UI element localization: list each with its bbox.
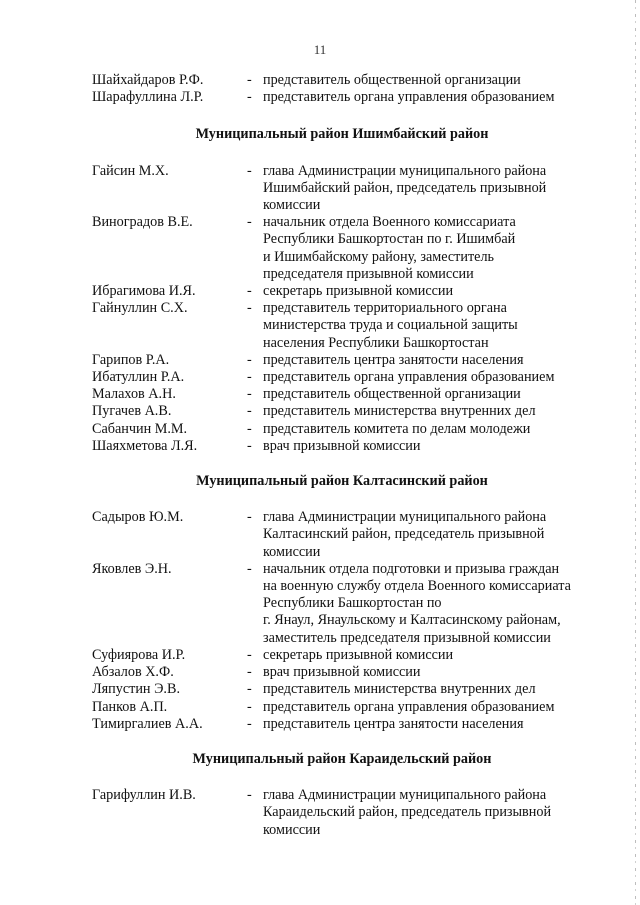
member-role: глава Администрации муниципального района Калтасинский район, председатель призывной комиссии <box>263 509 547 560</box>
member-name: Тимиргалиев А.А. <box>92 715 203 732</box>
member-name: Гайсин М.Х. <box>92 162 169 179</box>
member-role: представитель центра занятости населения <box>263 715 524 732</box>
dash: - <box>247 646 252 663</box>
member-name: Шайхайдаров Р.Ф. <box>92 72 204 88</box>
member-role: начальник отдела Военного комиссариата Республики Башкортостан по г. Ишимбай и Ишимбайскому району, заместитель председателя призывной комиссии <box>263 214 516 282</box>
dash: - <box>247 560 252 577</box>
member-name: Яковлев Э.Н. <box>92 560 172 577</box>
list-item <box>92 716 612 733</box>
list-item <box>92 509 612 561</box>
section-heading: Муниципальный район Ишимбайский район <box>195 126 489 143</box>
scan-edge <box>635 0 636 905</box>
member-role: представитель территориального органа министерства труда и социальной защиты населения Республики Башкортостан <box>263 300 518 351</box>
dash: - <box>247 369 252 386</box>
dash: - <box>247 787 252 804</box>
list-item <box>92 352 612 369</box>
member-name: Гарипов Р.А. <box>92 351 170 368</box>
list-item <box>92 787 612 839</box>
list-item <box>92 283 612 300</box>
dash: - <box>247 715 252 732</box>
list-item <box>92 386 612 403</box>
list-item <box>92 699 612 716</box>
dash: - <box>247 681 252 698</box>
dash: - <box>247 664 252 681</box>
dash: - <box>247 300 252 317</box>
list-item <box>92 369 612 386</box>
member-role: представитель министерства внутренних дел <box>263 403 536 420</box>
member-name: Ляпустин Э.В. <box>92 681 180 698</box>
list-item <box>92 664 612 681</box>
dash: - <box>247 351 252 368</box>
member-role: представитель комитета по делам молодежи <box>263 420 531 437</box>
list-item <box>92 421 612 438</box>
dash: - <box>247 403 252 420</box>
member-role: секретарь призывной комиссии <box>263 283 454 300</box>
member-name: Гарифуллин И.В. <box>92 787 196 804</box>
commission-list <box>92 72 612 839</box>
list-item <box>92 403 612 420</box>
dash: - <box>247 386 252 403</box>
member-name: Виноградов В.Е. <box>92 214 193 231</box>
dash: - <box>247 283 252 300</box>
list-item <box>92 300 612 352</box>
member-role: начальник отдела подготовки и призыва граждан на военную службу отдела Военного комиссариата Республики Башкортостан по г. Янаул, Янаульскому и Калтасинскому районам, заместитель председателя призывной комиссии <box>263 560 571 646</box>
member-name: Панков А.П. <box>92 698 168 715</box>
dash: - <box>247 509 252 526</box>
member-name: Абзалов Х.Ф. <box>92 664 174 681</box>
dash: - <box>247 162 252 179</box>
list-item <box>92 438 612 455</box>
list-item <box>92 561 612 647</box>
list-item <box>92 72 612 89</box>
dash: - <box>247 214 252 231</box>
member-role: врач призывной комиссии <box>263 664 421 681</box>
member-role: глава Администрации муниципального района Ишимбайский район, председатель призывной комиссии <box>263 162 547 214</box>
member-role: представитель органа управления образованием <box>263 369 555 386</box>
dash: - <box>247 437 252 454</box>
member-name: Шаяхметова Л.Я. <box>92 437 198 454</box>
dash: - <box>247 698 252 715</box>
page-number: 11 <box>313 42 327 57</box>
section-heading: Муниципальный район Калтасинский район <box>196 473 488 490</box>
member-role: представитель общественной организации <box>263 386 521 403</box>
member-name: Шарафуллина Л.Р. <box>92 89 204 106</box>
member-role: представитель центра занятости населения <box>263 351 524 368</box>
member-role: врач призывной комиссии <box>263 437 421 454</box>
member-role: секретарь призывной комиссии <box>263 646 454 663</box>
list-item <box>92 214 612 283</box>
member-name: Ибрагимова И.Я. <box>92 283 196 300</box>
member-name: Гайнуллин С.Х. <box>92 300 188 317</box>
list-item <box>92 681 612 698</box>
member-name: Малахов А.Н. <box>92 386 176 403</box>
member-name: Суфиярова И.Р. <box>92 646 186 663</box>
member-role: представитель общественной организации <box>263 72 521 88</box>
list-item <box>92 89 612 106</box>
member-role: представитель министерства внутренних дел <box>263 681 536 698</box>
member-name: Ибатуллин Р.А. <box>92 369 185 386</box>
dash: - <box>247 420 252 437</box>
member-role: представитель органа управления образованием <box>263 698 555 715</box>
member-name: Садыров Ю.М. <box>92 509 184 526</box>
member-role: глава Администрации муниципального района Караидельский район, председатель призывной комиссии <box>263 787 552 838</box>
section-heading: Муниципальный район Караидельский район <box>192 750 492 767</box>
member-name: Сабанчин М.М. <box>92 420 188 437</box>
list-item <box>92 647 612 664</box>
dash: - <box>247 89 252 106</box>
dash: - <box>247 72 252 88</box>
list-item <box>92 163 612 215</box>
member-role: представитель органа управления образованием <box>263 89 555 106</box>
member-name: Пугачев А.В. <box>92 403 172 420</box>
